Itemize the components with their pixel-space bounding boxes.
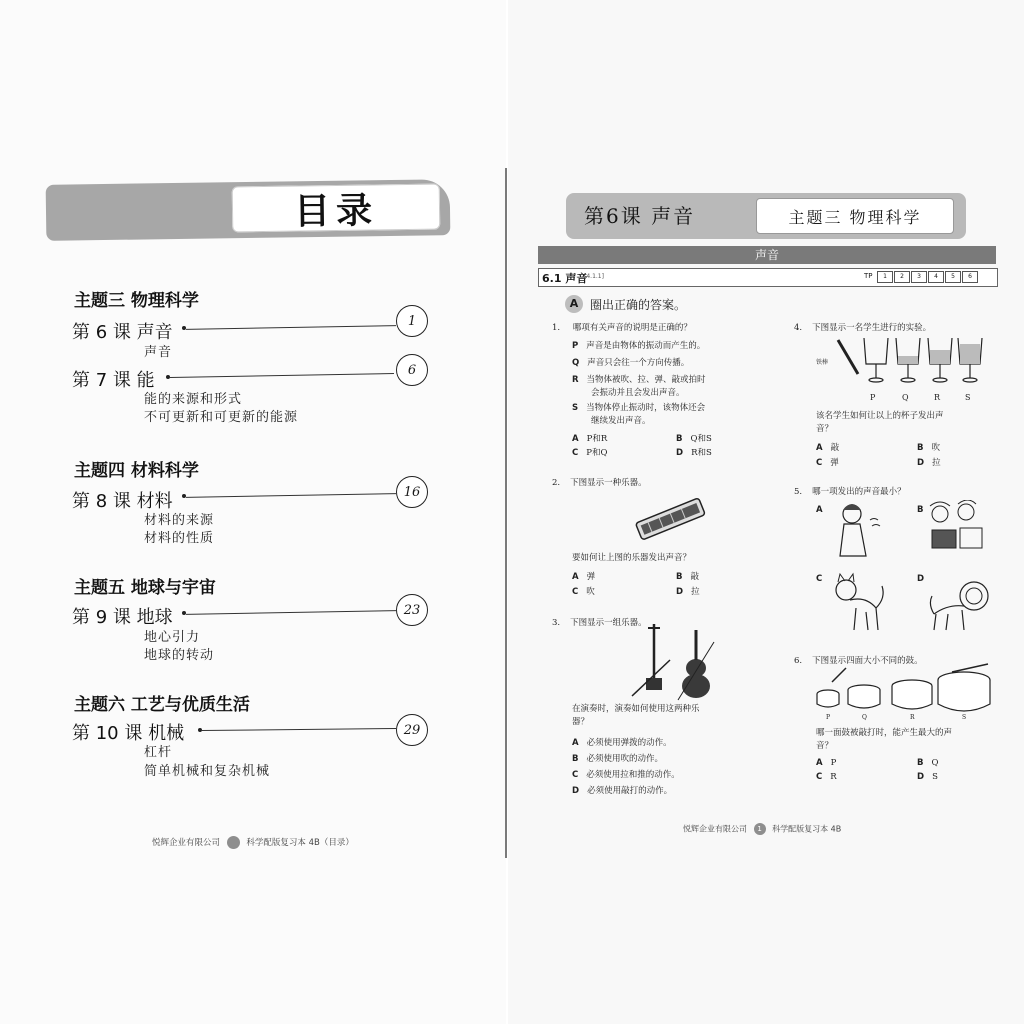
question-ask: 要如何让上图的乐器发出声音？ — [572, 553, 692, 563]
left-footer — [152, 836, 354, 849]
toc-subtopic: 不可更新和可更新的能源 — [144, 410, 299, 425]
answer-option[interactable]: D 拉 — [917, 458, 941, 468]
glass-label: P — [870, 393, 876, 402]
leader-line — [186, 610, 396, 615]
question-ask: 在演奏时，演奏如何使用这两种乐 — [572, 704, 700, 714]
girl-singing-image — [826, 500, 886, 560]
leader-line — [202, 728, 396, 731]
statement: S 当物体停止振动时，该物体还会 — [572, 403, 706, 413]
question-ask: 该名学生如何让以上的杯子发出声 — [816, 411, 944, 421]
statement: P 声音是由物体的振动而产生的。 — [572, 341, 706, 351]
toc-lesson-6[interactable]: 第 6 课 声音 — [72, 322, 173, 343]
answer-option[interactable]: C R — [816, 772, 837, 782]
lesson-title: 第6课 声音 — [584, 204, 696, 228]
question-1 — [552, 322, 692, 334]
toc-subtopic: 能的来源和形式 — [144, 392, 243, 407]
page-number-badge[interactable]: 23 — [396, 594, 428, 626]
answer-option[interactable]: B 必须使用吹的动作。 — [572, 754, 663, 764]
question-3: 3. 下图显示一组乐器。 — [552, 618, 647, 628]
tp-box[interactable]: 1 — [877, 271, 893, 283]
tp-box[interactable]: 5 — [945, 271, 961, 283]
glass-label: S — [965, 393, 971, 402]
question-2: 2. 下图显示一种乐器。 — [552, 478, 647, 488]
harmonica-image — [630, 494, 710, 542]
page-number-badge[interactable]: 29 — [396, 714, 428, 746]
toc-title-box — [232, 184, 441, 233]
theme-heading: 主题六 工艺与优质生活 — [74, 695, 250, 715]
water-glasses-image — [834, 334, 988, 394]
leader-line — [186, 325, 396, 330]
answer-option[interactable]: D R和S — [676, 448, 712, 458]
answer-option[interactable]: D 拉 — [676, 587, 700, 597]
footer-publisher: 悦辉企业有限公司 — [152, 838, 221, 848]
tp-box[interactable]: 4 — [928, 271, 944, 283]
answer-option[interactable]: A P — [816, 758, 837, 768]
tp-box[interactable]: 6 — [962, 271, 978, 283]
footer-page-number: 1 — [754, 823, 766, 835]
answer-option[interactable]: C 必须使用拉和推的动作。 — [572, 770, 680, 780]
toc-lesson-8[interactable]: 第 8 课 材料 — [72, 491, 173, 512]
answer-option[interactable]: D S — [917, 772, 938, 782]
answer-option[interactable]: B — [917, 505, 924, 515]
drum-label: P — [826, 714, 831, 721]
footer-publisher: 悦辉企业有限公司 — [683, 824, 747, 834]
leader-line — [170, 373, 394, 378]
section-label: 6.1 声音 — [542, 272, 588, 285]
theme-heading: 主题四 材料科学 — [74, 461, 199, 481]
footer-page-dot — [227, 836, 240, 849]
page-number-badge[interactable]: 16 — [396, 476, 428, 508]
part-a-badge: A — [565, 295, 583, 313]
toc-subtopic: 声音 — [144, 345, 173, 360]
stick-label: 铁棒 — [816, 359, 829, 366]
question-stem: 哪项有关声音的说明是正确的？ — [572, 323, 692, 333]
toc-lesson-9[interactable]: 第 9 课 地球 — [72, 607, 173, 628]
lion-image — [928, 574, 994, 634]
answer-option[interactable]: B 敲 — [676, 572, 699, 582]
left-page — [0, 0, 506, 1024]
answer-option[interactable]: A 必须使用弹拨的动作。 — [572, 738, 672, 748]
page-number-badge[interactable]: 1 — [396, 305, 428, 337]
question-ask: 哪一面鼓被敲打时，能产生最大的声 — [816, 728, 953, 738]
statement: R 当物体被吹、拉、弹、敲或拍时 — [572, 375, 706, 385]
drums-image — [812, 662, 996, 720]
tp-level-boxes — [876, 271, 978, 283]
answer-option[interactable]: C P和Q — [572, 448, 608, 458]
question-ask: 器？ — [572, 717, 590, 727]
toc-subtopic: 杠杆 — [144, 745, 173, 760]
tp-box[interactable]: 3 — [911, 271, 927, 283]
toc-title: 目录 — [293, 189, 379, 233]
instruction-text: 圈出正确的答案。 — [590, 298, 687, 312]
statement: Q 声音只会往一个方向传播。 — [572, 358, 690, 368]
glass-label: Q — [902, 393, 909, 402]
erhu-violin-image — [618, 620, 728, 704]
leader-line — [186, 493, 396, 498]
question-6: 6. 下图显示四面大小不同的鼓。 — [794, 656, 923, 666]
cat-image — [826, 572, 890, 634]
question-4: 4. 下图显示一名学生进行的实验。 — [794, 323, 932, 333]
toc-subtopic: 材料的性质 — [144, 531, 215, 546]
footer-book-title: 科学配版复习本 4B（目录） — [246, 838, 354, 848]
answer-option[interactable]: C 弹 — [816, 458, 839, 468]
answer-option[interactable]: A — [816, 505, 823, 515]
toc-lesson-10[interactable]: 第 10 课 机械 — [72, 723, 185, 744]
theme-heading: 主题三 物理科学 — [74, 291, 199, 311]
toc-subtopic: 地球的转动 — [144, 648, 215, 663]
question-number: 1. — [552, 323, 561, 333]
answer-option[interactable]: D — [917, 574, 925, 584]
answer-option[interactable]: C 吹 — [572, 587, 595, 597]
toc-subtopic: 材料的来源 — [144, 513, 215, 528]
lesson-theme-box: 主题三 物理科学 — [756, 198, 954, 234]
answer-option[interactable]: D 必须使用敲打的动作。 — [572, 786, 673, 796]
answer-option[interactable]: A P和R — [572, 434, 608, 444]
book-spine — [505, 168, 507, 858]
answer-option[interactable]: A 敲 — [816, 443, 840, 453]
statement-cont: 继续发出声音。 — [591, 416, 651, 426]
tp-box[interactable]: 2 — [894, 271, 910, 283]
answer-option[interactable]: B Q和S — [676, 434, 712, 444]
question-5: 5. 哪一项发出的声音最小？ — [794, 487, 906, 497]
statement-cont: 会振动并且会发出声音。 — [591, 388, 685, 398]
toc-subtopic: 简单机械和复杂机械 — [144, 764, 271, 779]
drum-label: R — [910, 714, 915, 721]
page-number-badge[interactable]: 6 — [396, 354, 428, 386]
section-standard-code: [4.1.1] — [584, 273, 604, 280]
topic-bar: 声音 — [538, 246, 996, 264]
toc-subtopic: 地心引力 — [144, 630, 201, 645]
answer-option[interactable]: C — [816, 574, 823, 584]
drummers-image — [926, 500, 990, 554]
toc-lesson-7[interactable]: 第 7 课 能 — [72, 370, 155, 391]
glass-label: R — [934, 393, 941, 402]
footer-book-title: 科学配版复习本 4B — [772, 824, 842, 834]
question-ask: 音？ — [816, 424, 834, 434]
answer-option[interactable]: B Q — [917, 758, 939, 768]
right-footer — [683, 823, 841, 835]
drum-label: Q — [862, 714, 867, 721]
answer-option[interactable]: A 弹 — [572, 572, 596, 582]
answer-option[interactable]: B 吹 — [917, 443, 940, 453]
tp-label: TP — [864, 272, 873, 280]
theme-heading: 主题五 地球与宇宙 — [74, 578, 216, 598]
question-ask: 音？ — [816, 741, 834, 751]
drum-label: S — [962, 714, 967, 721]
